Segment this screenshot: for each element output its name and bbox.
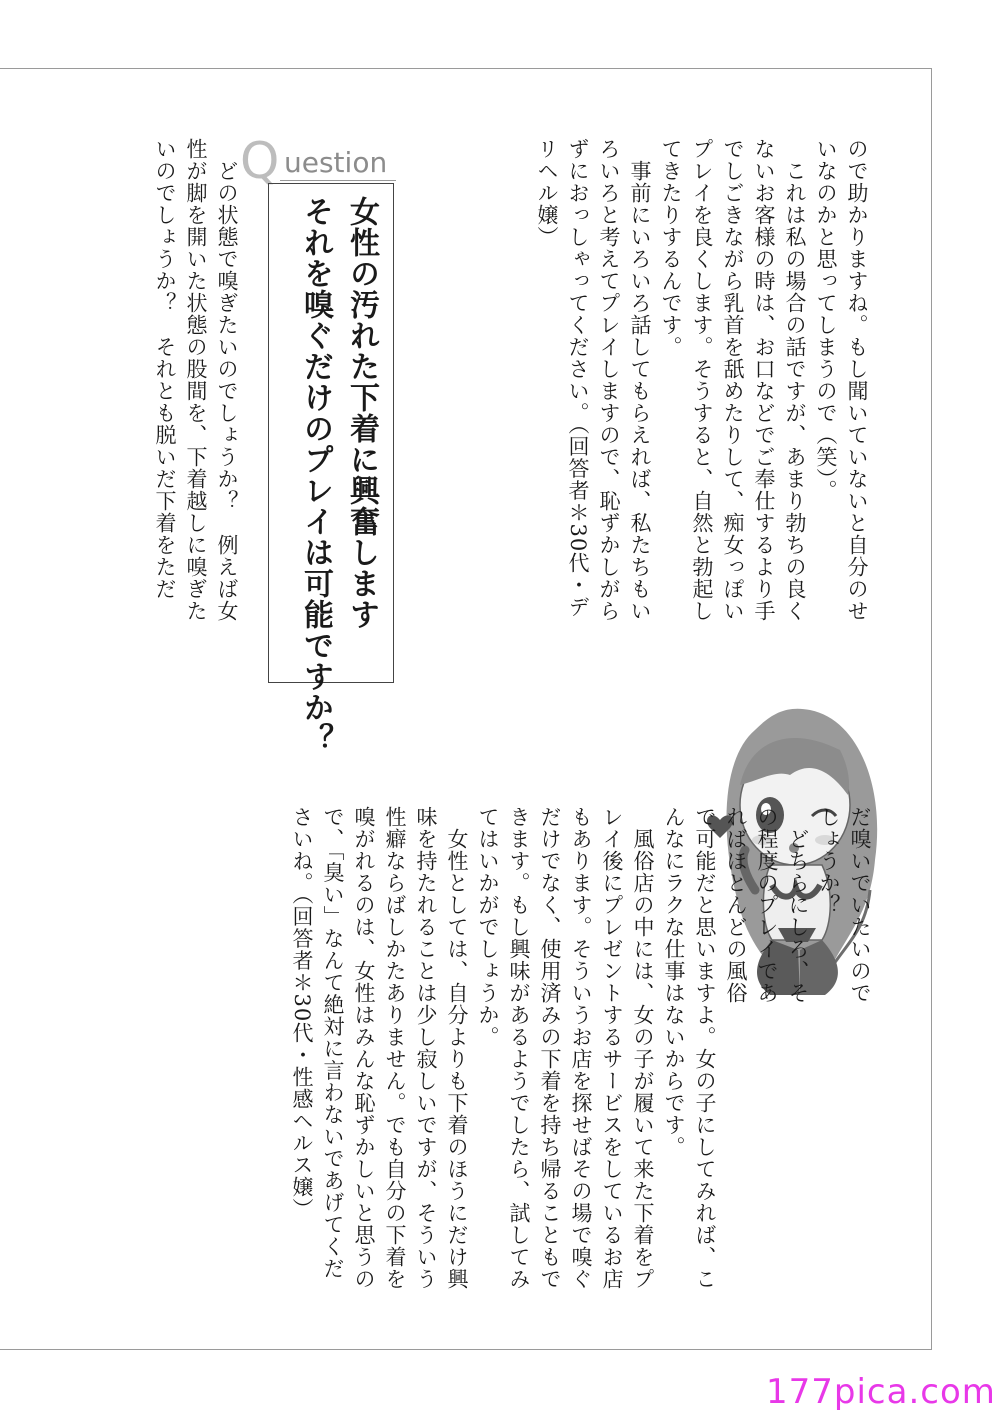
question-initial: Q [240, 132, 280, 190]
question-title: 女性の汚れた下着に興奮します それを嗅ぐだけのプレイは可能ですか？ [298, 196, 379, 754]
watermark: 177pica.com [766, 1372, 996, 1412]
question-underline [280, 180, 396, 181]
answer-text-bottom: だ嗅いでいたいので しょうか？ どちらにしろ、そ の程度のプレイであ ればほとんどの風俗 で可能だと思いますよ。女の子にしてみれば、こ んなにラクな仕事はないからです。 風俗店の中には、女の子が履いて来た下着をプ レイ後にプレゼントするサービスをしているお店 もあります。そういうお店を探せばその場で嗅ぐ だけでなく、使用済みの下着を持ち帰ることもで きます。もし興味があるようでしたら、試してみ てはいかがでしょうか。 女性としては、自分よりも下着のほうにだけ興 味を持たれることは少し寂しいですが、そういう 性癖ならばしかたありません。でも自分の下着を 嗅がれるのは、女性はみんな恥ずかしいと思うの で、「臭い」なんて絶対に言わないであげてくだ さいね。（回答者＊30代・性感ヘルス嬢） [290, 806, 872, 1290]
question-body: どの状態で嗅ぎたいのでしょうか？ 例えば女 性が脚を開いた状態の股間を、下着越しに嗅ぎた いのでしょうか？ それとも脱いだ下着をただ [153, 138, 239, 622]
question-label: uestion [284, 146, 388, 179]
answer-text-top: ので助かりますね。もし聞いていないと自分のせ いなのかと思ってしまうので（笑）。 これは私の場合の話ですが、あまり勃ちの良く ないお客様の時は、お口などでご奉仕するより手 でしごきながら乳首を舐めたりして、痴女っぽい プレイを良くします。そうすると、自然と勃起し てきたりするんです。 事前にいろいろ話してもらえれば、私たちもい ろいろと考えてプレイしますので、恥ずかしがら ずにおっしゃってください。（回答者＊30代・デ リヘル嬢） [535, 138, 869, 622]
question-heading [240, 132, 390, 190]
